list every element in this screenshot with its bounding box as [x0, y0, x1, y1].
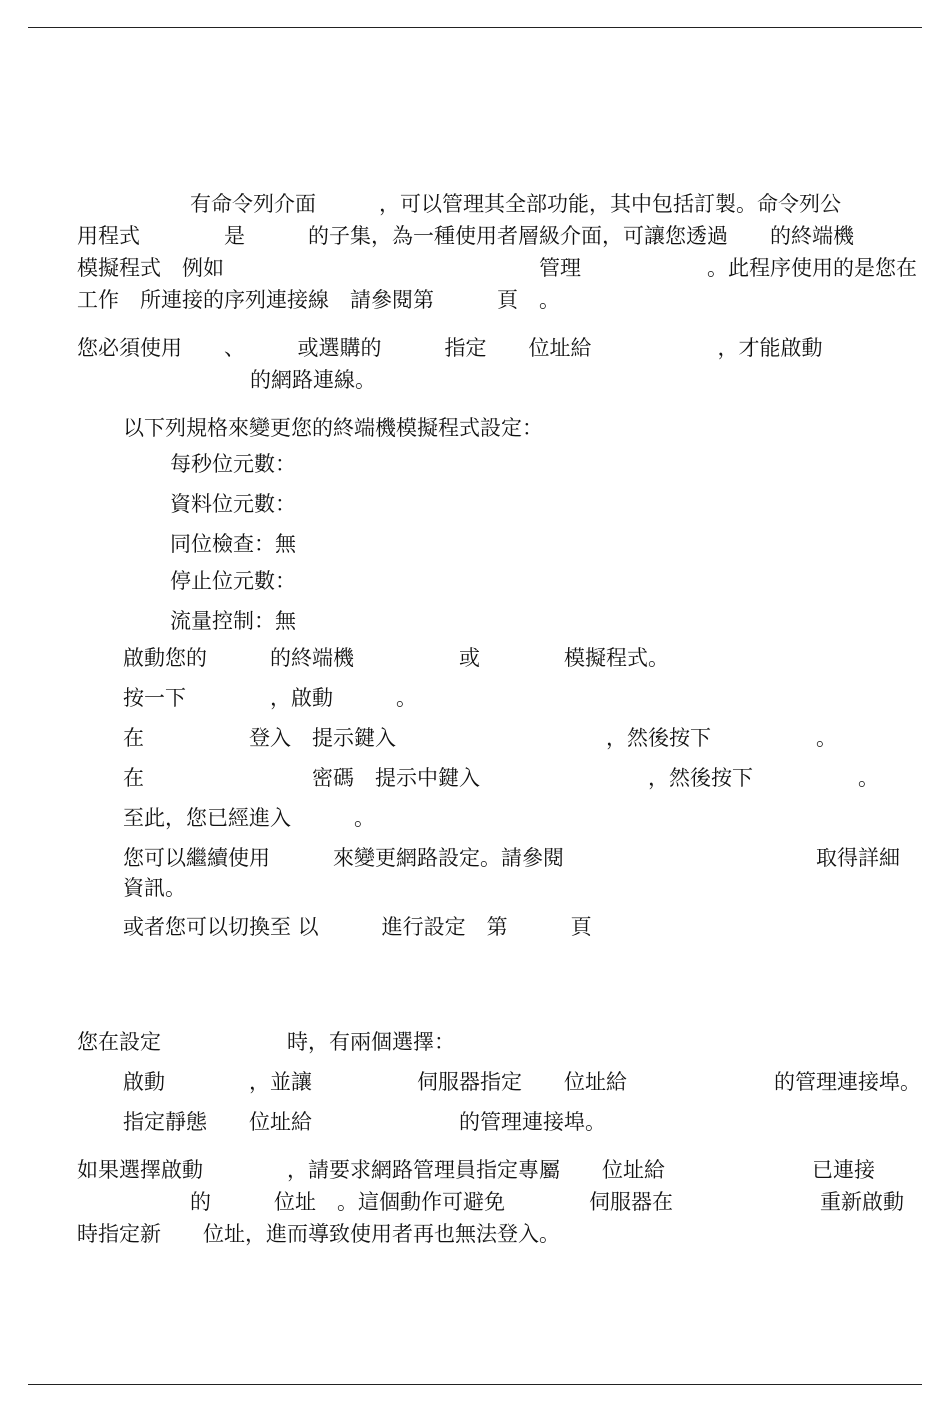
step-enter-password: 在 密碼 提示中鍵入 ，然後按下 。 [123, 766, 879, 790]
paragraph3-line2: 的 位址 。這個動作可避免 伺服器在 重新啟動 [190, 1190, 904, 1214]
paragraph1-line4: 工作 所連接的序列連接線 請參閱第 頁 。 [77, 288, 560, 312]
paragraph1-line3: 模擬程式 例如 管理 。此程序使用的是您在 [77, 256, 917, 280]
step-continue-line1b: 取得詳細 [816, 846, 900, 870]
spec-flow-control: 流量控制：無 [170, 609, 296, 633]
step-continue-line2: 資訊。 [123, 876, 186, 900]
spec-stop-bits: 停止位元數： [170, 569, 296, 593]
option-dhcp: 啟動 ，並讓 伺服器指定 位址給 的管理連接埠。 [123, 1070, 921, 1094]
options-intro: 您在設定 時，有兩個選擇： [77, 1030, 455, 1054]
header-rule [28, 27, 922, 28]
steps-intro: 以下列規格來變更您的終端機模擬程式設定： [123, 416, 543, 440]
paragraph3-line3: 時指定新 位址，進而導致使用者再也無法登入。 [77, 1222, 560, 1246]
step-switch: 或者您可以切換至 以 進行設定 第 頁 [123, 915, 592, 939]
spec-data-bits: 資料位元數： [170, 492, 296, 516]
spec-baud: 每秒位元數： [170, 452, 296, 476]
option-static: 指定靜態 位址給 的管理連接埠。 [123, 1110, 606, 1134]
step-continue-line1a: 您可以繼續使用 來變更網路設定。請參閱 [123, 846, 564, 870]
paragraph1-line1: 有命令列介面 ，可以管理其全部功能，其中包括訂製。命令列公 [190, 192, 841, 216]
step-enter-login: 在 登入 提示鍵入 ，然後按下 。 [123, 726, 837, 750]
paragraph3-line1: 如果選擇啟動 ，請要求網路管理員指定專屬 位址給 已連接 [77, 1158, 875, 1182]
step-entered: 至此，您已經進入 。 [123, 806, 375, 830]
paragraph1-line2: 用程式 是 的子集，為一種使用者層級介面，可讓您透過 的終端機 [77, 224, 854, 248]
step-launch-terminal: 啟動您的 的終端機 或 模擬程式。 [123, 646, 669, 670]
step-press-key: 按一下 ，啟動 。 [123, 686, 417, 710]
spec-parity: 同位檢查：無 [170, 532, 296, 556]
footer-rule [28, 1384, 922, 1385]
paragraph2-line1: 您必須使用 、 或選購的 指定 位址給 ，才能啟動 [77, 336, 823, 360]
paragraph2-line2: 的網路連線。 [250, 368, 376, 392]
